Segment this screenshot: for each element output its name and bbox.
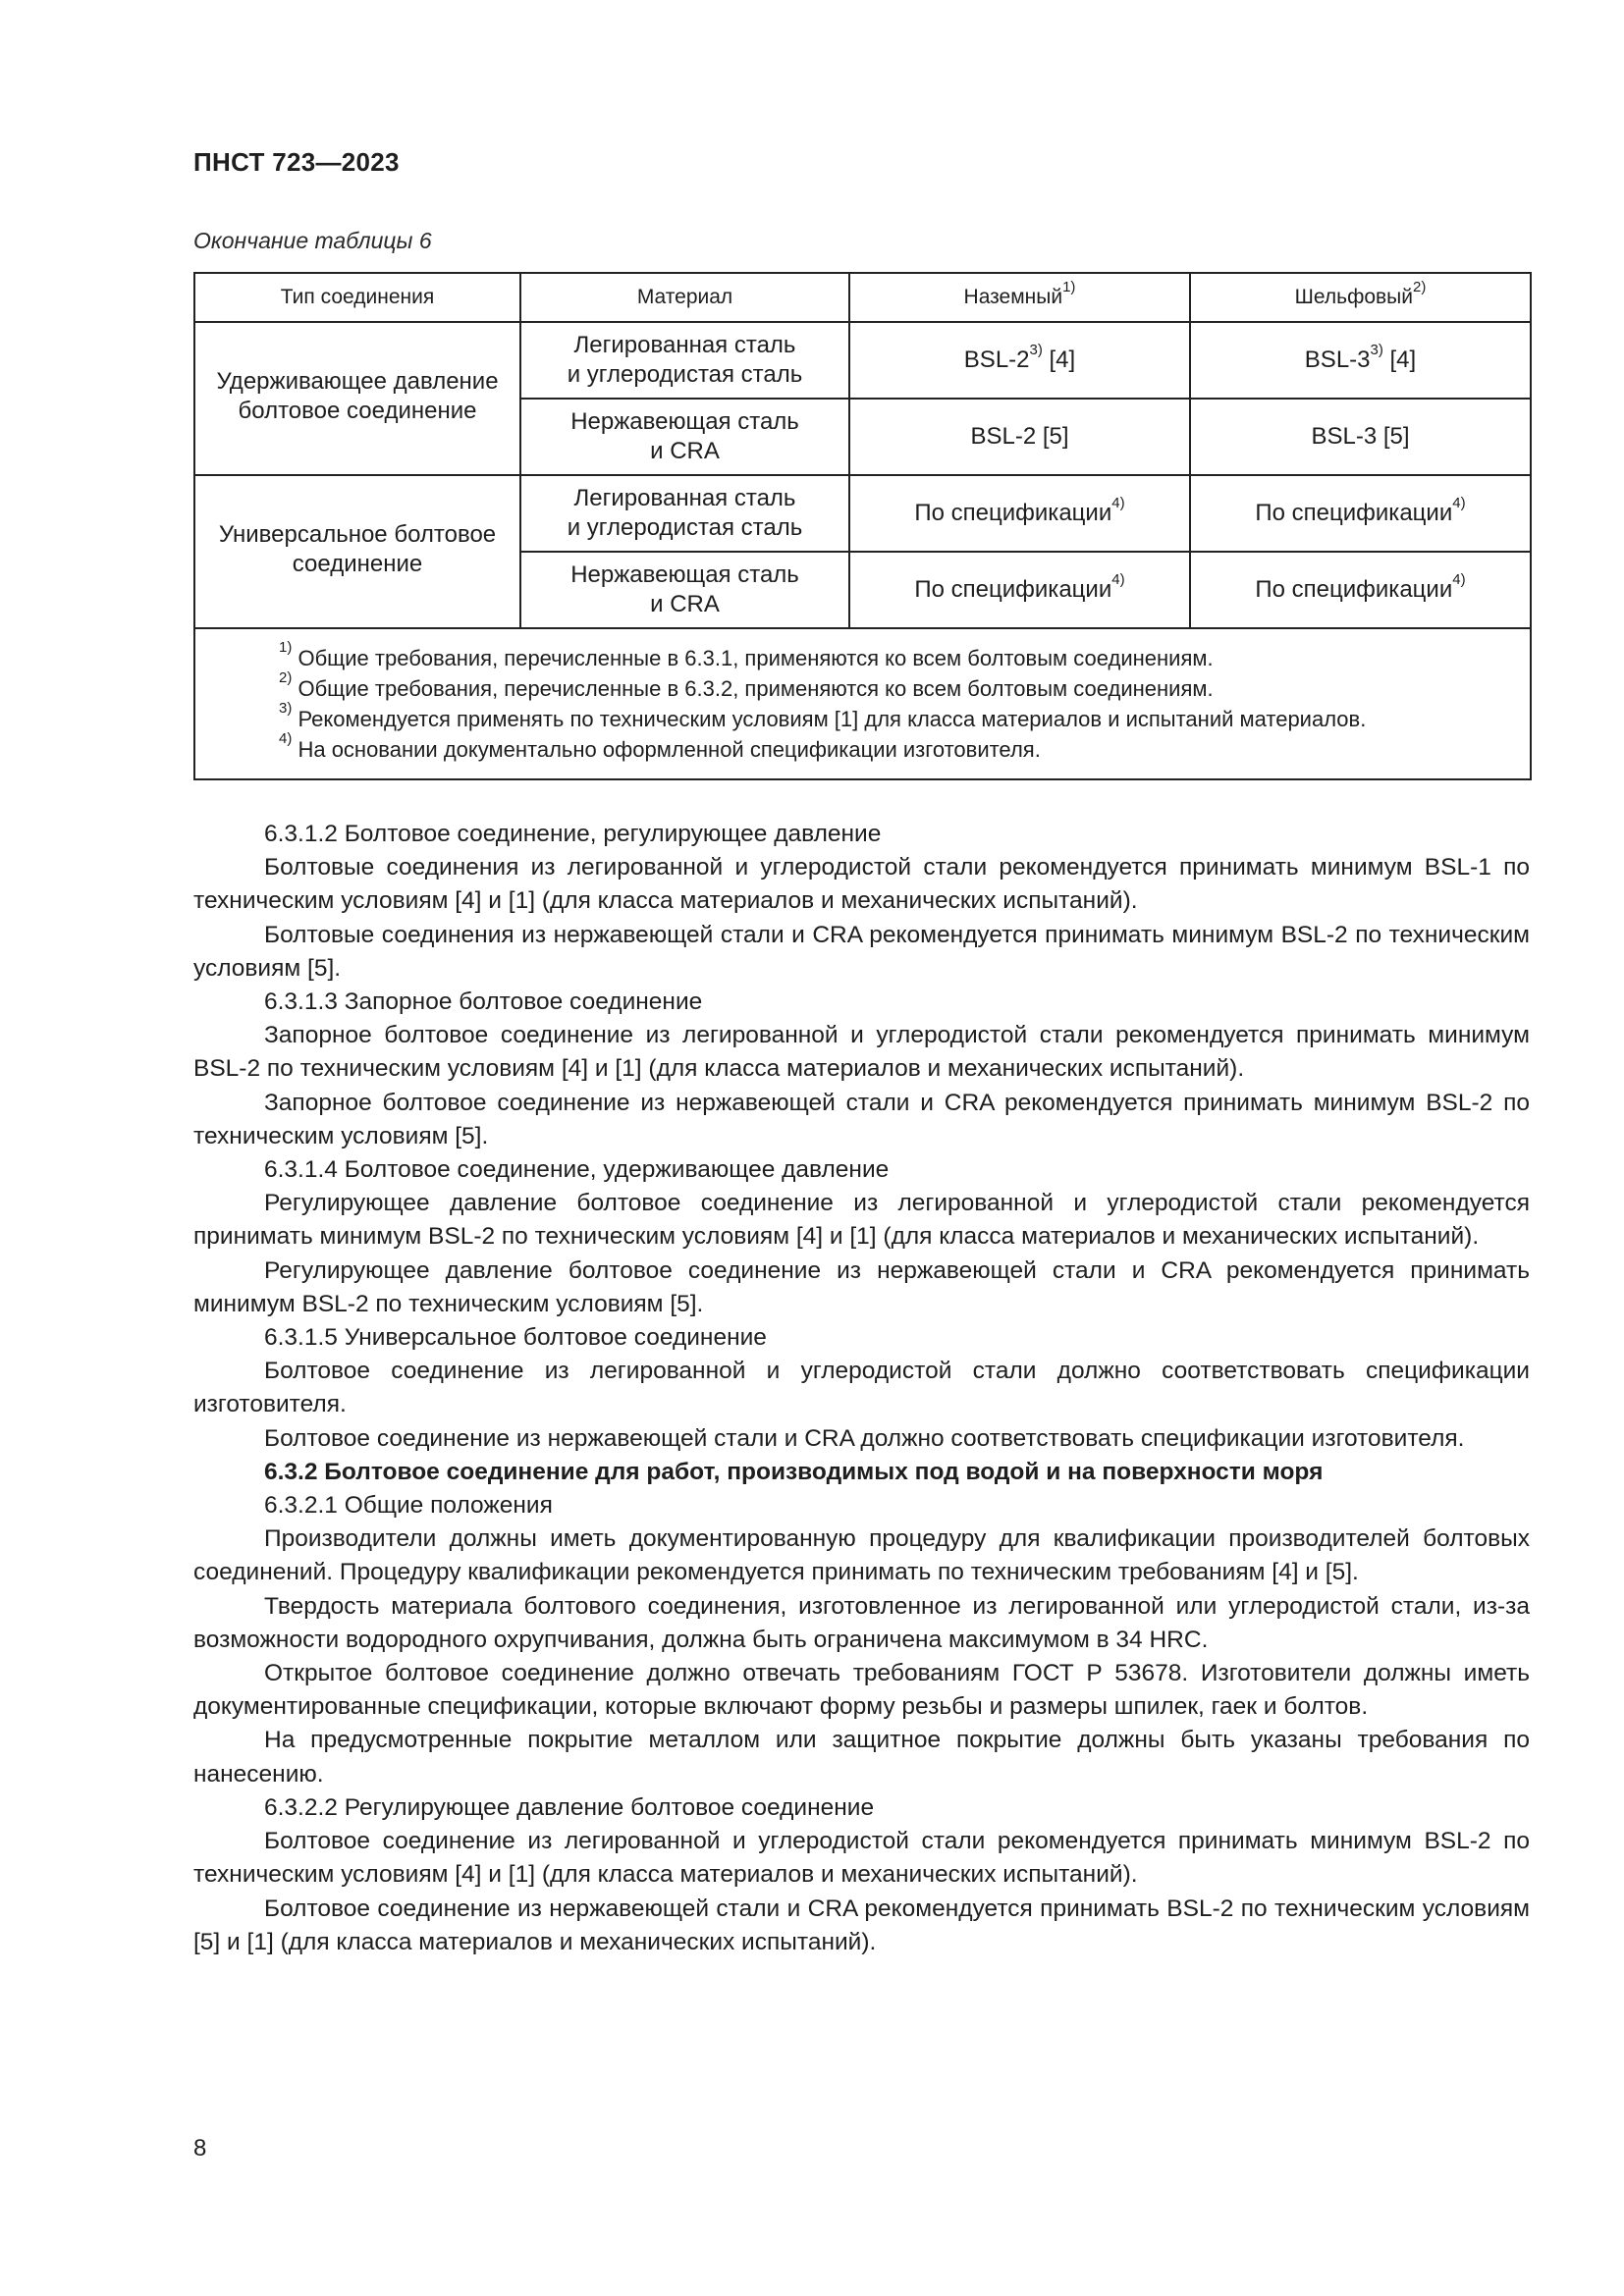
offshore-cell: BSL-3 [5] bbox=[1190, 399, 1531, 475]
offshore-cell: По спецификации$^{4)}$ bbox=[1190, 552, 1531, 628]
header-connection-type: Тип соединения bbox=[194, 273, 520, 322]
material-cell: Нержавеющая сталь и CRA bbox=[520, 399, 849, 475]
table-header-row bbox=[194, 273, 1531, 322]
material-cell: Нержавеющая сталь и CRA bbox=[520, 552, 849, 628]
paragraph: Болтовое соединение из нержавеющей стали и CRA должно соответствовать спецификации изготовителя. bbox=[264, 1424, 1465, 1452]
table-notes-row bbox=[194, 628, 1531, 779]
onshore-cell: По спецификации$^{4)}$ bbox=[849, 552, 1190, 628]
paragraph: Открытое болтовое соединение должно отвечать требованиям ГОСТ Р 53678. Изготовители должны иметь документированные спецификации, которые включают форму резьбы и размеры шпилек, гаек и болтов. bbox=[193, 1660, 1530, 1721]
footnote: $^{3)}$ Рекомендуется применять по техническим условиям [1] для класса материалов и испытаний материалов. bbox=[279, 700, 1367, 731]
material-cell: Легированная сталь и углеродистая сталь bbox=[520, 475, 849, 552]
material-cell: Легированная сталь и углеродистая сталь bbox=[520, 322, 849, 399]
document-code: ПНСТ 723—2023 bbox=[193, 147, 400, 177]
paragraph: Болтовые соединения из легированной и углеродистой стали рекомендуется принимать минимум BSL-1 по техническим условиям [4] и [1] (для класса материалов и механических испытаний). bbox=[193, 854, 1530, 915]
offshore-cell: По спецификации$^{4)}$ bbox=[1190, 475, 1531, 552]
subsection-heading: 6.3.2.2 Регулирующее давление болтовое соединение bbox=[264, 1793, 875, 1821]
subsection-heading: 6.3.2.1 Общие положения bbox=[264, 1492, 553, 1520]
body-text bbox=[193, 818, 1530, 1959]
subsection-heading: 6.3.1.2 Болтовое соединение, регулирующее давление bbox=[264, 821, 882, 847]
footnote: $^{2)}$ Общие требования, перечисленные в 6.3.2, применяются ко всем болтовым соединениям. bbox=[279, 669, 1214, 701]
paragraph: Запорное болтовое соединение из легированной и углеродистой стали рекомендуется принимать минимум BSL-2 по техническим условиям [4] и [1] (для класса материалов и механических испытаний). bbox=[193, 1022, 1530, 1083]
paragraph: Регулирующее давление болтовое соединение из нержавеющей стали и CRA рекомендуется принимать минимум BSL-2 по техническим условиям [5]. bbox=[193, 1256, 1530, 1317]
paragraph: Болтовое соединение из легированной и углеродистой стали рекомендуется принимать минимум BSL-2 по техническим условиям [4] и [1] (для класса материалов и механических испытаний). bbox=[193, 1828, 1530, 1889]
table-footnotes bbox=[194, 628, 1531, 779]
onshore-cell: BSL-2 [5] bbox=[849, 399, 1190, 475]
footnote: $^{4)}$ На основании документально оформленной спецификации изготовителя. bbox=[279, 730, 1041, 762]
connection-type-cell: Удерживающее давление болтовое соединение bbox=[194, 322, 520, 475]
section-heading: 6.3.2 Болтовое соединение для работ, производимых под водой и на поверхности моря bbox=[264, 1458, 1324, 1485]
paragraph: Производители должны иметь документированную процедуру для квалификации производителей болтовых соединений. Процедуру квалификации рекомендуется принимать по техническим требованиям [4] и [5]. bbox=[193, 1525, 1530, 1586]
header-onshore: Наземный$^{1)}$ bbox=[849, 273, 1190, 322]
subsection-heading: 6.3.1.5 Универсальное болтовое соединение bbox=[264, 1324, 767, 1352]
table-row bbox=[194, 322, 1531, 399]
table-6 bbox=[193, 272, 1532, 780]
paragraph: Запорное болтовое соединение из нержавеющей стали и CRA рекомендуется принимать минимум BSL-2 по техническим условиям [5]. bbox=[193, 1089, 1530, 1149]
onshore-cell: По спецификации$^{4)}$ bbox=[849, 475, 1190, 552]
offshore-cell: BSL-3$^{3)}$ [4] bbox=[1190, 322, 1531, 399]
footnote: $^{1)}$ Общие требования, перечисленные в 6.3.1, применяются ко всем болтовым соединениям. bbox=[279, 639, 1214, 670]
paragraph: Твердость материала болтового соединения, изготовленное из легированной или углеродистой стали, из-за возможности водородного охрупчивания, должна быть ограничена максимумом в 34 HRC. bbox=[193, 1592, 1530, 1653]
onshore-cell: BSL-2$^{3)}$ [4] bbox=[849, 322, 1190, 399]
header-offshore: Шельфовый$^{2)}$ bbox=[1190, 273, 1531, 322]
connection-type-cell: Универсальное болтовое соединение bbox=[194, 475, 520, 628]
page-number: 8 bbox=[193, 2135, 207, 2162]
paragraph: Болтовое соединение из нержавеющей стали и CRA рекомендуется принимать BSL-2 по техническим условиям [5] и [1] (для класса материалов и механических испытаний). bbox=[193, 1895, 1530, 1955]
subsection-heading: 6.3.1.3 Запорное болтовое соединение bbox=[264, 988, 703, 1016]
paragraph: Болтовые соединения из нержавеющей стали и CRA рекомендуется принимать минимум BSL-2 по техническим условиям [5]. bbox=[193, 921, 1530, 982]
paragraph: Регулирующее давление болтовое соединение из легированной и углеродистой стали рекомендуется принимать минимум BSL-2 по техническим условиям [4] и [1] (для класса материалов и механических испытаний). bbox=[193, 1190, 1530, 1251]
subsection-heading: 6.3.1.4 Болтовое соединение, удерживающее давление bbox=[264, 1156, 890, 1184]
table-caption: Окончание таблицы 6 bbox=[193, 228, 432, 253]
header-material: Материал bbox=[520, 273, 849, 322]
paragraph: На предусмотренные покрытие металлом или защитное покрытие должны быть указаны требования по нанесению. bbox=[193, 1727, 1530, 1788]
table-row bbox=[194, 475, 1531, 552]
paragraph: Болтовое соединение из легированной и углеродистой стали должно соответствовать спецификации изготовителя. bbox=[193, 1358, 1530, 1418]
